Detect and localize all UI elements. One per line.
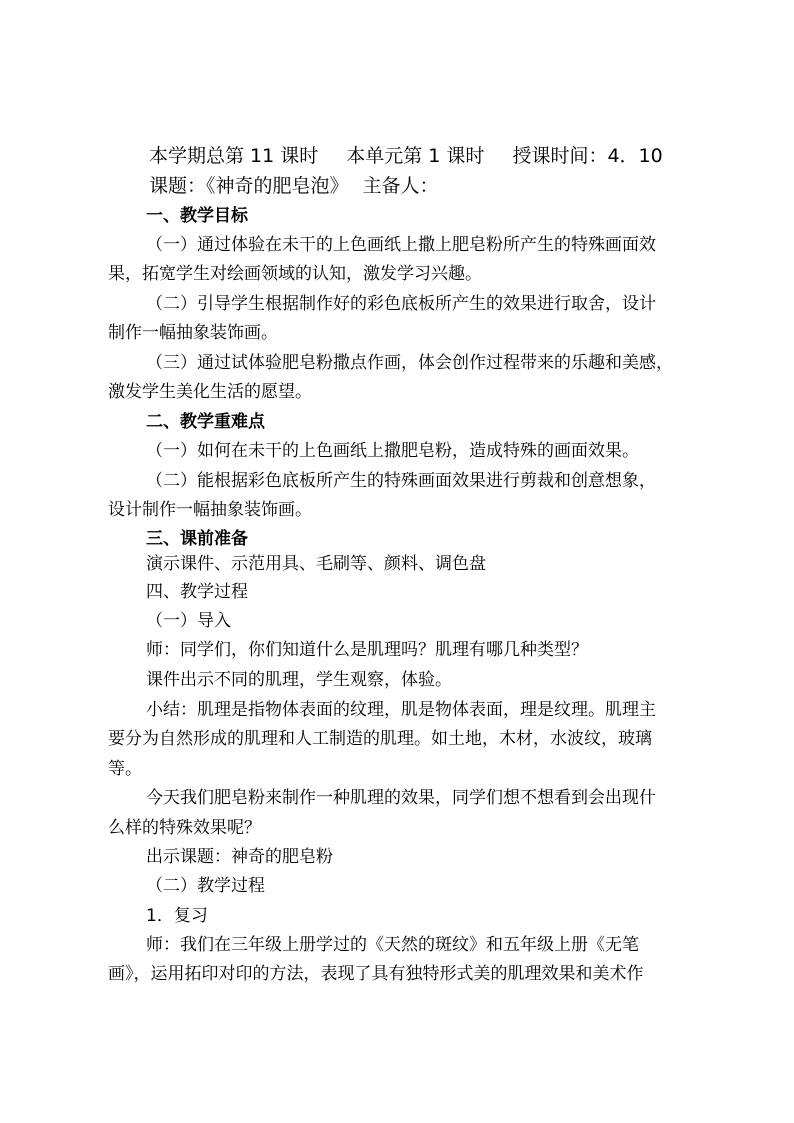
paragraph-line: 果，拓宽学生对绘画领域的认知，激发学习兴趣。 xyxy=(108,264,482,284)
paragraph-line: 出示课题：神奇的肥皂粉 xyxy=(146,847,333,867)
subsection-title: 1．复习 xyxy=(146,906,208,926)
paragraph-line: 制作一幅抽象装饰画。 xyxy=(108,323,278,343)
paragraph-line: 演示课件、示范用具、毛刷等、颜料、调色盘 xyxy=(146,554,486,574)
section-title: 三、课前准备 xyxy=(146,529,248,549)
paragraph-line: 画》，运用拓印对印的方法，表现了具有独特形式美的肌理效果和美术作 xyxy=(108,964,644,984)
subsection-title: （一）导入 xyxy=(146,611,231,631)
period-total: 本学期总第 11 课时 xyxy=(149,145,319,167)
paragraph-line: 小结：肌理是指物体表面的纹理，肌是物体表面，理是纹理。肌理主 xyxy=(146,700,656,720)
teach-time: 授课时间：4．10 xyxy=(512,145,663,167)
section-title: 二、教学重难点 xyxy=(146,412,265,432)
paragraph-line: 课件出示不同的肌理，学生观察，体验。 xyxy=(146,670,452,690)
paragraph-line: （三）通过试体验肥皂粉撒点作画，体会创作过程带来的乐趣和美感， xyxy=(146,353,673,373)
section-title: 一、教学目标 xyxy=(146,206,248,226)
paragraph-line: 激发学生美化生活的愿望。 xyxy=(108,382,312,402)
section-title: 四、教学过程 xyxy=(146,582,248,602)
paragraph-line: 要分为自然形成的肌理和人工制造的肌理。如土地，木材，水波纹，玻璃 xyxy=(108,729,652,749)
topic-line xyxy=(149,174,439,198)
paragraph-line: 设计制作一幅抽象装饰画。 xyxy=(108,500,312,520)
paragraph-line: 今天我们肥皂粉来制作一种肌理的效果，同学们想不想看到会出现什 xyxy=(146,788,656,808)
paragraph-line: 等。 xyxy=(108,759,142,779)
paragraph-line: （一）通过体验在未干的上色画纸上撒上肥皂粉所产生的特殊画面效 xyxy=(146,235,656,255)
subsection-title: （二）教学过程 xyxy=(146,876,265,896)
paragraph-line: 师：我们在三年级上册学过的《天然的斑纹》和五年级上册《无笔 xyxy=(146,935,639,955)
lesson-info-line xyxy=(149,144,663,168)
paragraph-line: （一）如何在未干的上色画纸上撒肥皂粉，造成特殊的画面效果。 xyxy=(146,441,639,461)
paragraph-line: 么样的特殊效果呢？ xyxy=(108,818,261,838)
lesson-preparer: 主备人： xyxy=(362,175,439,197)
unit-lesson: 本单元第 1 课时 xyxy=(346,145,485,167)
lesson-topic: 课题：《神奇的肥皂泡》 xyxy=(149,175,349,197)
paragraph-line: （二）引导学生根据制作好的彩色底板所产生的效果进行取舍，设计 xyxy=(146,294,656,314)
paragraph-line: 师：同学们，你们知道什么是肌理吗？肌理有哪几种类型？ xyxy=(146,640,588,660)
paragraph-line: （二）能根据彩色底板所产生的特殊画面效果进行剪裁和创意想象， xyxy=(146,471,656,491)
